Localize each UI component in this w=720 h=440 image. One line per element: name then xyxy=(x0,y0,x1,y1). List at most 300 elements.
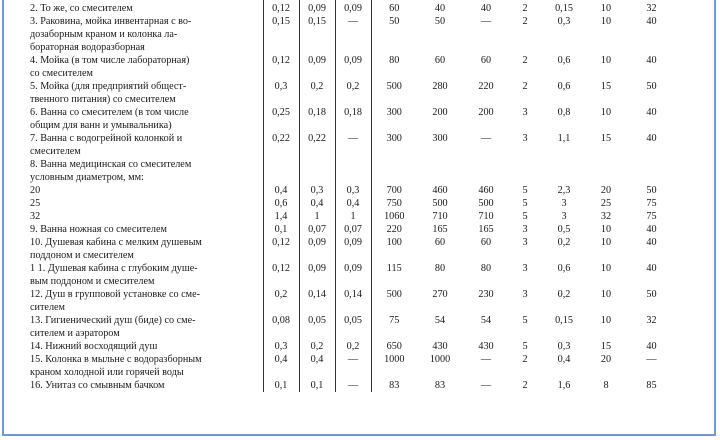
cell-value xyxy=(417,171,463,184)
cell-value: 3 xyxy=(561,211,567,222)
cell-value: 5 xyxy=(522,341,528,352)
cell-value: 0,8 xyxy=(557,107,571,118)
cell-value: 0,1 xyxy=(263,223,299,236)
cell-value xyxy=(335,301,371,314)
table-row xyxy=(28,210,678,223)
cell-value xyxy=(417,145,463,158)
table-row xyxy=(28,2,678,15)
cell-value xyxy=(263,158,299,171)
cell-value: 0,2 xyxy=(557,289,571,300)
cell-value: 5 xyxy=(522,315,528,326)
cell-value xyxy=(417,275,463,288)
cell-value xyxy=(299,145,335,158)
cell-value xyxy=(417,366,463,379)
cell-value xyxy=(625,93,678,106)
cell-value: 40 xyxy=(480,3,492,14)
cell-value: — xyxy=(480,354,492,365)
table-row xyxy=(28,158,678,171)
table-row xyxy=(28,327,678,340)
cell-value: 80 xyxy=(389,55,400,66)
cell-value xyxy=(625,145,678,158)
cell-value: 1 xyxy=(299,210,335,223)
cell-value: 0,1 xyxy=(263,379,299,392)
cell-value xyxy=(263,119,299,132)
table-row xyxy=(28,353,678,366)
fixtures-flow-table xyxy=(28,0,679,392)
cell-value xyxy=(587,275,625,288)
cell-label: 8. Ванна медицинская со смесителем xyxy=(30,159,192,170)
cell-value xyxy=(371,249,417,262)
cell-value: 32 xyxy=(646,315,657,326)
cell-value xyxy=(299,171,335,184)
cell-value: 40 xyxy=(646,133,657,144)
cell-value: 20 xyxy=(600,354,612,365)
cell-value: 0,2 xyxy=(557,237,571,248)
cell-value: 710 xyxy=(432,211,448,222)
cell-value: 430 xyxy=(432,341,448,352)
cell-value: 10 xyxy=(600,315,612,326)
cell-value xyxy=(335,171,371,184)
table-row xyxy=(28,379,678,392)
cell-value: 500 xyxy=(478,198,494,209)
cell-value: 0,07 xyxy=(335,223,371,236)
cell-value: 10 xyxy=(600,237,612,248)
cell-value xyxy=(335,67,371,80)
table-body xyxy=(28,0,678,392)
cell-value: 20 xyxy=(600,185,612,196)
cell-value: — xyxy=(335,132,371,145)
cell-value: 60 xyxy=(480,55,492,66)
cell-value xyxy=(463,28,509,41)
cell-value: 54 xyxy=(434,315,446,326)
cell-label: 2. То же, со смесителем xyxy=(30,3,133,14)
cell-value: 0,18 xyxy=(335,106,371,119)
cell-value: 32 xyxy=(646,3,657,14)
cell-value: 0,15 xyxy=(555,315,573,326)
cell-value: 40 xyxy=(646,341,657,352)
cell-value: 75 xyxy=(646,198,657,209)
cell-value xyxy=(335,28,371,41)
cell-value: 83 xyxy=(389,380,400,391)
cell-value: 25 xyxy=(600,198,612,209)
cell-value xyxy=(541,145,587,158)
cell-value: 460 xyxy=(478,185,494,196)
cell-value: 50 xyxy=(646,81,657,92)
cell-value: 1 xyxy=(335,210,371,223)
cell-value xyxy=(263,171,299,184)
cell-value xyxy=(541,366,587,379)
cell-value: 650 xyxy=(386,341,402,352)
cell-value: 165 xyxy=(478,224,494,235)
cell-value: 220 xyxy=(386,224,402,235)
cell-value: 0,15 xyxy=(263,15,299,28)
cell-value: 200 xyxy=(432,107,448,118)
cell-value xyxy=(371,301,417,314)
cell-value: 0,25 xyxy=(263,106,299,119)
cell-value xyxy=(335,249,371,262)
cell-label: 9. Ванна ножная со смесителем xyxy=(30,224,167,235)
cell-value: 500 xyxy=(386,289,402,300)
cell-value: 0,2 xyxy=(263,288,299,301)
cell-value xyxy=(625,67,678,80)
cell-value: 40 xyxy=(646,237,657,248)
cell-value xyxy=(625,119,678,132)
cell-value xyxy=(587,145,625,158)
cell-value xyxy=(463,145,509,158)
table-row xyxy=(28,93,678,106)
cell-value: 0,3 xyxy=(299,184,335,197)
cell-value: 0,09 xyxy=(335,262,371,275)
cell-value xyxy=(299,301,335,314)
cell-value: 0,3 xyxy=(263,340,299,353)
cell-value xyxy=(417,249,463,262)
cell-value: 300 xyxy=(432,133,448,144)
table-row xyxy=(28,314,678,327)
cell-value xyxy=(463,67,509,80)
cell-value xyxy=(263,145,299,158)
cell-value: 0,2 xyxy=(335,80,371,93)
cell-value xyxy=(417,93,463,106)
cell-value xyxy=(509,67,541,80)
cell-value xyxy=(625,249,678,262)
cell-value: 710 xyxy=(478,211,494,222)
cell-value: 3 xyxy=(522,133,528,144)
cell-value: 750 xyxy=(386,198,402,209)
cell-value: 0,6 xyxy=(557,55,571,66)
cell-value: 0,14 xyxy=(335,288,371,301)
cell-value xyxy=(371,93,417,106)
table-row xyxy=(28,275,678,288)
cell-value xyxy=(417,41,463,54)
cell-value: 1,4 xyxy=(263,210,299,223)
cell-value: 0,4 xyxy=(299,197,335,210)
cell-value xyxy=(509,119,541,132)
cell-value: 0,05 xyxy=(335,314,371,327)
table-row xyxy=(28,145,678,158)
cell-value: 0,12 xyxy=(263,2,299,15)
cell-value: 50 xyxy=(389,16,400,27)
cell-value: — xyxy=(480,133,492,144)
cell-value: 3 xyxy=(522,237,528,248)
cell-value xyxy=(509,93,541,106)
cell-value: 0,22 xyxy=(299,132,335,145)
cell-value: 85 xyxy=(646,380,657,391)
cell-value xyxy=(335,93,371,106)
cell-value xyxy=(509,327,541,340)
cell-value: 0,6 xyxy=(557,81,571,92)
cell-value: 10 xyxy=(600,289,612,300)
cell-label: 16. Унитаз со смывным бачком xyxy=(30,380,165,391)
cell-label: 4. Мойка (в том числе лабораторная) xyxy=(30,55,190,66)
cell-value: 2 xyxy=(522,81,528,92)
cell-label: сителем xyxy=(30,302,65,313)
cell-value: 40 xyxy=(434,3,446,14)
cell-value: 0,12 xyxy=(263,54,299,67)
table-row xyxy=(28,28,678,41)
cell-value: 0,09 xyxy=(335,236,371,249)
cell-value xyxy=(587,327,625,340)
cell-value: 430 xyxy=(478,341,494,352)
cell-value xyxy=(371,145,417,158)
cell-value: 0,2 xyxy=(335,340,371,353)
cell-value xyxy=(541,327,587,340)
cell-value: 54 xyxy=(480,315,492,326)
cell-label: со смесителем xyxy=(30,68,93,79)
cell-value: 500 xyxy=(432,198,448,209)
cell-value: 300 xyxy=(386,133,402,144)
cell-value xyxy=(587,301,625,314)
table-row xyxy=(28,15,678,28)
table-row xyxy=(28,106,678,119)
cell-value: 1060 xyxy=(384,211,405,222)
cell-value: 0,6 xyxy=(263,197,299,210)
table-row xyxy=(28,223,678,236)
cell-value: 10 xyxy=(600,16,612,27)
table-row xyxy=(28,262,678,275)
cell-value xyxy=(509,28,541,41)
cell-value xyxy=(335,366,371,379)
cell-value xyxy=(587,366,625,379)
cell-value xyxy=(625,28,678,41)
cell-value xyxy=(417,327,463,340)
cell-value: 0,6 xyxy=(557,263,571,274)
cell-value: 40 xyxy=(646,263,657,274)
cell-value: 10 xyxy=(600,224,612,235)
cell-value: — xyxy=(335,379,371,392)
cell-value xyxy=(299,366,335,379)
cell-value: — xyxy=(480,380,492,391)
cell-value xyxy=(417,67,463,80)
table-row xyxy=(28,80,678,93)
cell-value xyxy=(509,301,541,314)
cell-value xyxy=(463,93,509,106)
cell-value: 0,4 xyxy=(335,197,371,210)
cell-value: 0,3 xyxy=(557,341,571,352)
cell-value: 5 xyxy=(522,211,528,222)
cell-label: условным диаметром, мм: xyxy=(30,172,144,183)
cell-value xyxy=(587,28,625,41)
cell-value xyxy=(263,366,299,379)
cell-value: 10 xyxy=(600,3,612,14)
cell-value: 40 xyxy=(646,224,657,235)
cell-value xyxy=(541,249,587,262)
cell-value: 1000 xyxy=(429,354,451,365)
cell-value: 2 xyxy=(522,3,528,14)
cell-value xyxy=(371,327,417,340)
cell-value xyxy=(625,275,678,288)
cell-label: 3. Раковина, мойка инвентарная с во- xyxy=(30,16,192,27)
cell-value xyxy=(541,41,587,54)
cell-value: 0,09 xyxy=(299,262,335,275)
cell-value xyxy=(463,327,509,340)
cell-value: 280 xyxy=(432,81,448,92)
cell-value: 500 xyxy=(386,81,402,92)
cell-value: — xyxy=(480,16,492,27)
cell-value: 3 xyxy=(522,224,528,235)
cell-value: 0,2 xyxy=(299,340,335,353)
cell-value xyxy=(509,41,541,54)
cell-label: общим для ванн и умывальника) xyxy=(30,120,172,131)
cell-label: дозаборным краном и колонка ла- xyxy=(30,29,178,40)
cell-value: 60 xyxy=(389,3,400,14)
cell-value xyxy=(299,93,335,106)
cell-value xyxy=(625,327,678,340)
cell-value: 0,09 xyxy=(299,236,335,249)
cell-label: 13. Гигиенический душ (биде) со сме- xyxy=(30,315,196,326)
cell-value xyxy=(587,171,625,184)
cell-value xyxy=(263,93,299,106)
cell-value xyxy=(263,249,299,262)
cell-value: 60 xyxy=(480,237,492,248)
cell-value xyxy=(263,41,299,54)
cell-value: 0,07 xyxy=(299,223,335,236)
cell-value xyxy=(371,41,417,54)
table-row xyxy=(28,41,678,54)
cell-value: 230 xyxy=(478,289,494,300)
cell-value xyxy=(541,301,587,314)
cell-value: 0,4 xyxy=(263,184,299,197)
cell-label: 5. Мойка (для предприятий общест- xyxy=(30,81,187,92)
cell-value: 0,5 xyxy=(557,224,571,235)
cell-value: 3 xyxy=(522,289,528,300)
cell-value xyxy=(417,301,463,314)
table-row xyxy=(28,288,678,301)
cell-value: 0,14 xyxy=(299,288,335,301)
cell-value: 300 xyxy=(386,107,402,118)
cell-label: 10. Душевая кабина с мелким душевым xyxy=(30,237,202,248)
cell-value: 2 xyxy=(522,380,528,391)
cell-value: 0,15 xyxy=(555,3,573,14)
cell-value: 700 xyxy=(386,185,402,196)
cell-value: 2,3 xyxy=(557,185,571,196)
cell-value: 0,12 xyxy=(263,236,299,249)
cell-value: 15 xyxy=(600,341,612,352)
cell-value xyxy=(541,93,587,106)
cell-value: 0,4 xyxy=(263,353,299,366)
cell-value: 270 xyxy=(432,289,448,300)
cell-label: 1 1. Душевая кабина с глубоким душе- xyxy=(30,263,198,274)
cell-value: 40 xyxy=(646,16,657,27)
cell-value: 2 xyxy=(522,16,528,27)
cell-value xyxy=(299,119,335,132)
cell-value xyxy=(541,158,587,171)
cell-value: 0,3 xyxy=(557,16,571,27)
cell-value: 80 xyxy=(480,263,492,274)
cell-value: 40 xyxy=(646,107,657,118)
cell-value: 75 xyxy=(389,315,400,326)
cell-value xyxy=(263,327,299,340)
cell-value xyxy=(509,145,541,158)
cell-value: 0,12 xyxy=(263,262,299,275)
cell-value: 75 xyxy=(646,211,657,222)
cell-value: 10 xyxy=(600,107,612,118)
cell-value: 1,6 xyxy=(557,380,571,391)
table-row xyxy=(28,132,678,145)
cell-value xyxy=(299,67,335,80)
cell-value xyxy=(299,28,335,41)
table-row xyxy=(28,119,678,132)
cell-value: 40 xyxy=(646,55,657,66)
cell-value: 3 xyxy=(561,198,567,209)
cell-value xyxy=(587,93,625,106)
cell-label: 6. Ванна со смесителем (в том числе xyxy=(30,107,189,118)
cell-value: 5 xyxy=(522,185,528,196)
cell-value: 0,08 xyxy=(263,314,299,327)
cell-value xyxy=(299,275,335,288)
cell-value xyxy=(509,158,541,171)
cell-value: 0,1 xyxy=(299,379,335,392)
cell-value: 32 xyxy=(600,211,612,222)
cell-value: 50 xyxy=(434,16,446,27)
cell-value xyxy=(263,275,299,288)
cell-value xyxy=(299,158,335,171)
cell-value: 3 xyxy=(522,263,528,274)
cell-value xyxy=(587,119,625,132)
cell-value xyxy=(417,119,463,132)
cell-value xyxy=(625,366,678,379)
cell-value xyxy=(371,67,417,80)
cell-value: 1,1 xyxy=(557,133,571,144)
cell-label: 25 xyxy=(30,198,41,209)
cell-value xyxy=(335,41,371,54)
cell-value xyxy=(463,41,509,54)
cell-value xyxy=(335,158,371,171)
cell-value: 50 xyxy=(646,289,657,300)
cell-value xyxy=(299,327,335,340)
cell-value: 15 xyxy=(600,81,612,92)
cell-value xyxy=(587,249,625,262)
table-row xyxy=(28,249,678,262)
cell-value: 10 xyxy=(600,263,612,274)
cell-value xyxy=(335,119,371,132)
cell-value: 0,09 xyxy=(299,2,335,15)
cell-value xyxy=(371,275,417,288)
cell-label: бораторная водоразборная xyxy=(30,42,145,53)
table-row xyxy=(28,67,678,80)
cell-value xyxy=(417,28,463,41)
cell-label: краном холодной или горячей воды xyxy=(30,367,184,378)
cell-value: 0,09 xyxy=(335,2,371,15)
cell-label: 15. Колонка в мыльне с водоразборным xyxy=(30,354,202,365)
cell-value: 10 xyxy=(600,55,612,66)
cell-value: 220 xyxy=(478,81,494,92)
cell-value: 0,05 xyxy=(299,314,335,327)
cell-value: 15 xyxy=(600,133,612,144)
cell-value: 8 xyxy=(603,380,609,391)
cell-value: 0,15 xyxy=(299,15,335,28)
cell-value xyxy=(587,41,625,54)
cell-label: смесителем xyxy=(30,146,81,157)
cell-value xyxy=(541,67,587,80)
cell-value xyxy=(463,158,509,171)
cell-value: 5 xyxy=(522,198,528,209)
cell-value xyxy=(263,28,299,41)
cell-label: 20 xyxy=(30,185,41,196)
cell-value: 115 xyxy=(386,263,402,274)
cell-value xyxy=(371,158,417,171)
cell-value: 165 xyxy=(432,224,448,235)
cell-value xyxy=(371,28,417,41)
cell-value xyxy=(335,327,371,340)
cell-value: 0,2 xyxy=(299,80,335,93)
table-row xyxy=(28,54,678,67)
cell-label: твенного питания) со смесителем xyxy=(30,94,176,105)
cell-value: 200 xyxy=(478,107,494,118)
cell-value xyxy=(587,67,625,80)
cell-label: сителем и аэратором xyxy=(30,328,120,339)
cell-value xyxy=(463,119,509,132)
cell-value xyxy=(463,249,509,262)
